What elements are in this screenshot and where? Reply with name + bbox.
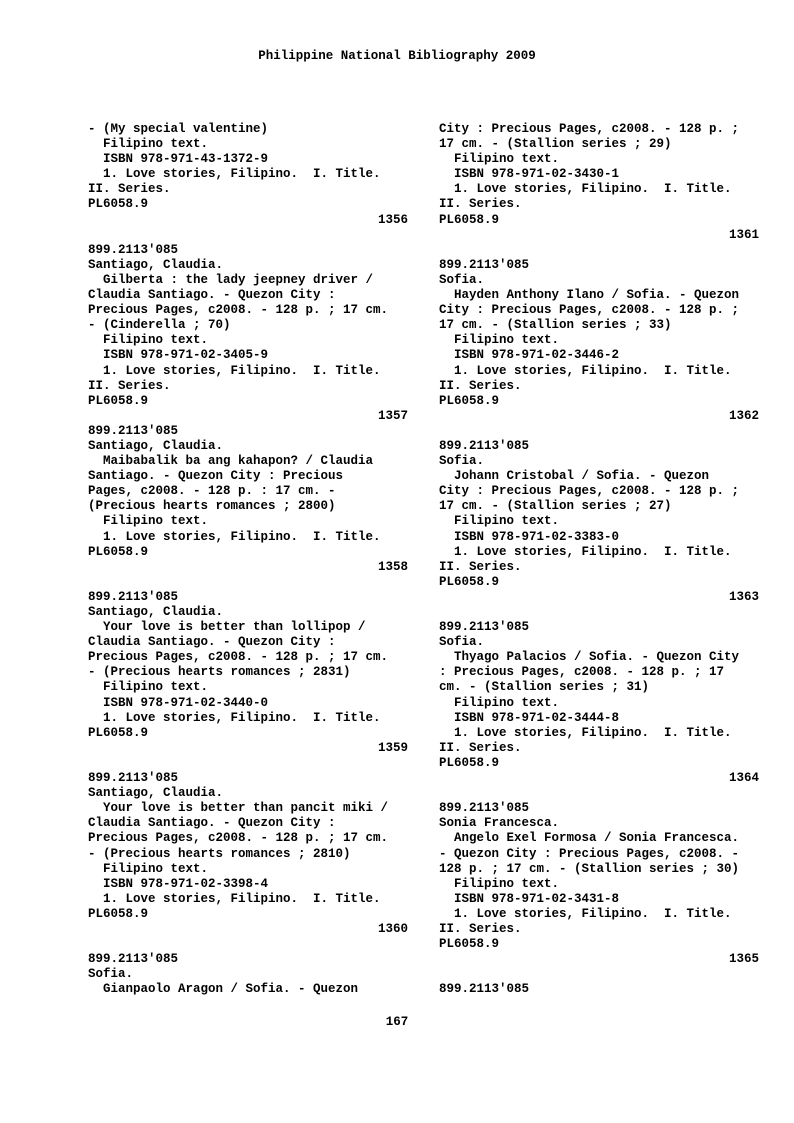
blank-line — [88, 937, 408, 952]
entry-line: ISBN 978-971-43-1372-9 — [88, 152, 269, 167]
blank-line — [439, 967, 759, 982]
entry-line: II. Series. — [439, 197, 522, 212]
entry-line: 899.2113'085 — [88, 423, 179, 438]
entry-line: Santiago. - Quezon City : Precious — [88, 469, 344, 484]
entry-line: 128 p. ; 17 cm. - (Stallion series ; 30) — [439, 861, 740, 876]
entry-line: Filipino text. — [439, 333, 560, 348]
entry-line: ISBN 978-971-02-3431-8 — [439, 891, 620, 906]
entry-line: Sofia. — [88, 967, 134, 982]
entry-line: Precious Pages, c2008. - 128 p. ; 17 cm. — [88, 303, 389, 318]
entry-number: 1358 — [377, 559, 408, 574]
entry-line: Filipino text. — [88, 137, 209, 152]
entry-line: ISBN 978-971-02-3405-9 — [88, 348, 269, 363]
entry-line: 1. Love stories, Filipino. I. Title. — [88, 363, 381, 378]
entry-line: II. Series. — [439, 559, 522, 574]
entry-line: - Quezon City : Precious Pages, c2008. - — [439, 846, 740, 861]
entry-line: PL6058.9 — [439, 212, 500, 227]
blank-line — [88, 228, 408, 243]
entry-number: 1356 — [377, 212, 408, 227]
entry-line: (Precious hearts romances ; 2800) — [88, 499, 336, 514]
entry-line: 17 cm. - (Stallion series ; 27) — [439, 499, 672, 514]
entry-line: 1. Love stories, Filipino. I. Title. — [439, 725, 732, 740]
entry-line: 899.2113'085 — [439, 801, 530, 816]
entry-line: Angelo Exel Formosa / Sonia Francesca. — [439, 831, 740, 846]
entry-line: Santiago, Claudia. — [88, 605, 224, 619]
entry-line: Pages, c2008. - 128 p. : 17 cm. - — [88, 484, 336, 499]
entry-line: cm. - (Stallion series ; 31) — [439, 680, 650, 695]
entry-line: 899.2113'085 — [439, 438, 530, 453]
entry-line: Filipino text. — [439, 514, 560, 529]
entry-line: PL6058.9 — [88, 906, 149, 921]
entry-number: 1364 — [728, 771, 759, 786]
entry-line: Maibabalik ba ang kahapon? / Claudia — [88, 454, 374, 469]
page-header-title: Philippine National Bibliography 2009 — [258, 49, 536, 63]
entry-line: 1. Love stories, Filipino. I. Title. — [88, 710, 381, 725]
entry-line: - (Precious hearts romances ; 2810) — [88, 846, 351, 861]
entry-line: ISBN 978-971-02-3444-8 — [439, 710, 620, 725]
entry-line: Thyago Palacios / Sofia. - Quezon City — [439, 650, 740, 665]
blank-line — [439, 786, 759, 801]
entry-line: Johann Cristobal / Sofia. - Quezon — [439, 469, 710, 484]
entry-line: PL6058.9 — [88, 393, 149, 408]
entry-line: Gianpaolo Aragon / Sofia. - Quezon — [88, 982, 359, 997]
entry-line: Claudia Santiago. - Quezon City : — [88, 288, 336, 303]
entry-line: 17 cm. - (Stallion series ; 33) — [439, 318, 672, 333]
entry-line: II. Series. — [88, 182, 171, 197]
blank-line — [439, 605, 759, 620]
entry-line: 899.2113'085 — [88, 589, 179, 604]
entry-line: City : Precious Pages, c2008. - 128 p. ; — [439, 303, 740, 318]
entry-line: Gilberta : the lady jeepney driver / — [88, 272, 374, 287]
entry-number: 1361 — [728, 227, 759, 242]
entry-line: 899.2113'085 — [88, 771, 179, 786]
entry-line: Filipino text. — [88, 333, 209, 348]
entry-line: : Precious Pages, c2008. - 128 p. ; 17 — [439, 665, 725, 680]
entry-line: PL6058.9 — [439, 574, 500, 589]
entry-line: 899.2113'085 — [439, 620, 530, 635]
entry-line: Sonia Francesca. — [439, 816, 560, 831]
blank-line — [439, 424, 759, 439]
entry-line: Santiago, Claudia. — [88, 438, 224, 453]
blank-line — [88, 575, 408, 590]
entry-line: Claudia Santiago. - Quezon City : — [88, 635, 336, 650]
entry-line: ISBN 978-971-02-3430-1 — [439, 167, 620, 182]
page-number: 167 — [385, 1015, 409, 1029]
entry-line: 1. Love stories, Filipino. I. Title. — [439, 544, 732, 559]
entry-line: 1. Love stories, Filipino. I. Title. — [88, 529, 381, 544]
entry-line: - (My special valentine) — [88, 122, 269, 136]
entry-line: II. Series. — [439, 740, 522, 755]
entry-line: Filipino text. — [439, 876, 560, 891]
entry-line: PL6058.9 — [88, 197, 149, 212]
entry-line: 899.2113'085 — [439, 257, 530, 272]
entry-line: Sofia. — [439, 272, 485, 287]
entry-line: ISBN 978-971-02-3440-0 — [88, 695, 269, 710]
entry-number: 1359 — [377, 740, 408, 755]
entry-line: ISBN 978-971-02-3398-4 — [88, 876, 269, 891]
entry-line: Claudia Santiago. - Quezon City : — [88, 816, 336, 831]
entry-line: PL6058.9 — [439, 393, 500, 408]
entry-line: Santiago, Claudia. — [88, 786, 224, 801]
blank-line — [88, 756, 408, 771]
entry-line: Your love is better than lollipop / — [88, 620, 366, 635]
entry-line: 899.2113'085 — [88, 952, 179, 967]
entry-number: 1362 — [728, 408, 759, 423]
entry-line: 1. Love stories, Filipino. I. Title. — [439, 182, 732, 197]
entry-line: - (Precious hearts romances ; 2831) — [88, 665, 351, 680]
entry-line: ISBN 978-971-02-3383-0 — [439, 529, 620, 544]
entry-line: City : Precious Pages, c2008. - 128 p. ; — [439, 484, 740, 499]
entry-line: 899.2113'085 — [88, 242, 179, 257]
entry-line: 17 cm. - (Stallion series ; 29) — [439, 137, 672, 152]
blank-line — [439, 243, 759, 258]
entry-line: 899.2113'085 — [439, 982, 530, 997]
entry-line: PL6058.9 — [88, 725, 149, 740]
entry-line: PL6058.9 — [439, 937, 500, 952]
entry-line: Santiago, Claudia. — [88, 257, 224, 272]
left-column — [88, 122, 408, 997]
entry-line: Hayden Anthony Ilano / Sofia. - Quezon — [439, 288, 740, 303]
entry-line: Filipino text. — [439, 152, 560, 167]
entry-line: - (Cinderella ; 70) — [88, 318, 231, 333]
entry-line: PL6058.9 — [439, 755, 500, 770]
entry-line: 1. Love stories, Filipino. I. Title. — [439, 906, 732, 921]
entry-line: ISBN 978-971-02-3446-2 — [439, 348, 620, 363]
right-column — [439, 122, 759, 997]
entry-line: Filipino text. — [88, 680, 209, 695]
entry-line: 1. Love stories, Filipino. I. Title. — [439, 363, 732, 378]
entry-line: Sofia. — [439, 635, 485, 650]
entry-number: 1360 — [377, 921, 408, 936]
entry-line: City : Precious Pages, c2008. - 128 p. ; — [439, 122, 740, 136]
entry-number: 1357 — [377, 408, 408, 423]
entry-number: 1363 — [728, 589, 759, 604]
entry-line: Filipino text. — [88, 514, 209, 529]
entry-line: II. Series. — [439, 921, 522, 936]
entry-line: Filipino text. — [439, 695, 560, 710]
entry-number: 1365 — [728, 952, 759, 967]
entry-line: Your love is better than pancit miki / — [88, 801, 389, 816]
entry-line: II. Series. — [88, 378, 171, 393]
entry-line: PL6058.9 — [88, 544, 149, 559]
entry-line: II. Series. — [439, 378, 522, 393]
entry-line: Precious Pages, c2008. - 128 p. ; 17 cm. — [88, 831, 389, 846]
entry-line: 1. Love stories, Filipino. I. Title. — [88, 891, 381, 906]
entry-line: Filipino text. — [88, 861, 209, 876]
entry-line: Precious Pages, c2008. - 128 p. ; 17 cm. — [88, 650, 389, 665]
entry-line: Sofia. — [439, 454, 485, 469]
entry-line: 1. Love stories, Filipino. I. Title. — [88, 167, 381, 182]
